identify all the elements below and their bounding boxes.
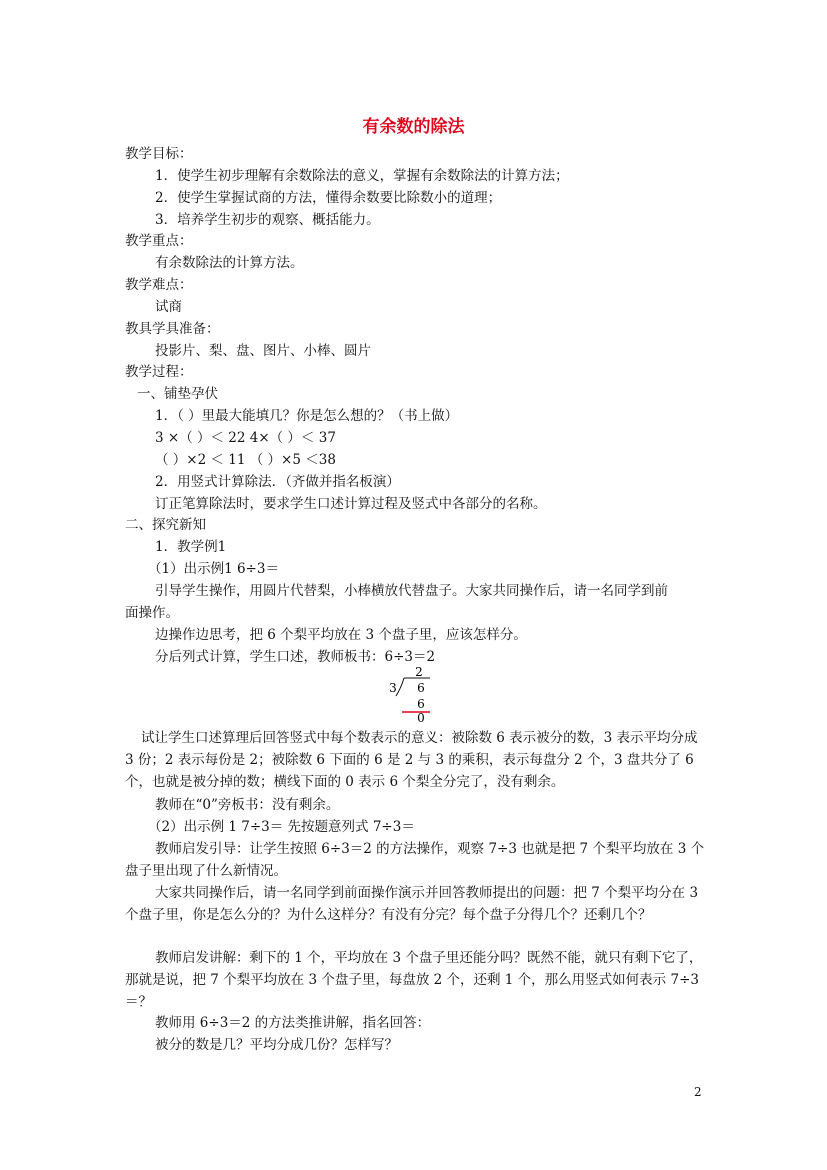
text-line: （2）出示例 1 7÷3＝ 先按题意列式 7÷3＝	[148, 819, 415, 835]
text-line: 边操作边思考，把 6 个梨平均放在 3 个盘子里，应该怎样分。	[155, 627, 527, 643]
text-line: 投影片、梨、盘、图片、小棒、圆片	[155, 343, 371, 359]
dividend: 6	[417, 681, 425, 695]
page-number: 2	[694, 1085, 702, 1099]
text-line: 引导学生操作，用圆片代替梨，小棒横放代替盘子。大家共同操作后，请一名同学到前	[155, 583, 668, 599]
paragraph: 教师启发讲解：剩下的 1 个，平均放在 3 个盘子里还能分吗？既然不能，就只有剩下它了，那就是说，把 7 个梨平均放在 3 个盘子里，每盘放 2 个，还剩 1 个，那么用竖式如何表示 7÷3＝？	[125, 950, 703, 1010]
text-line: 教具学具准备：	[125, 321, 220, 337]
quotient: 2	[415, 665, 423, 679]
text-line: 教学难点：	[125, 277, 193, 293]
text-line: 教学过程：	[125, 364, 193, 380]
text-line: 3．培养学生初步的观察、概括能力。	[155, 212, 380, 228]
text-line: 被分的数是几？平均分成几份？怎样写？	[155, 1037, 398, 1053]
text-line: 分后列式计算，学生口述，教师板书：6÷3＝2	[155, 649, 436, 665]
text-line: 一、铺垫孕伏	[137, 386, 218, 402]
text-line: 3 ×（ ）＜ 22 4×（ ）＜ 37	[155, 430, 336, 446]
text-line: 试商	[155, 299, 182, 315]
text-line: 1．（ ）里最大能填几？你是怎么想的？（书上做）	[155, 408, 459, 424]
text-line: 面操作。	[125, 605, 179, 621]
long-division-figure	[384, 664, 444, 726]
text-line: 教师在“0”旁板书：没有剩余。	[155, 797, 340, 813]
text-line: 1．使学生初步理解有余数除法的意义，掌握有余数除法的计算方法；	[155, 168, 569, 184]
text-line: 教学重点：	[125, 233, 193, 249]
text-line: （ ）×2 ＜ 11 （ ）×5 ＜38	[155, 452, 336, 468]
text-line: 2．使学生掌握试商的方法，懂得余数要比除数小的道理；	[155, 190, 502, 206]
text-line: 二、探究新知	[125, 517, 206, 533]
paragraph: 试让学生口述算理后回答竖式中每个数表示的意义：被除数 6 表示被分的数，3 表示平均分成 3 份；2 表示每份是 2；被除数 6 下面的 6 是 2 与 3 的乘积，表示每盘分 2 个，3 盘共分了 6 个，也就是被分掉的数；横线下面的 0 表示 6 个梨全分完了，没有剩余。	[125, 730, 698, 790]
paragraph: 大家共同操作后，请一名同学到前面操作演示并回答教师提出的问题：把 7 个梨平均分在 3 个盘子里，你是怎么分的？为什么这样分？有没有分完？每个盘子分得几个？还剩几个？	[125, 885, 699, 923]
product: 6	[417, 697, 425, 711]
remainder: 0	[417, 711, 425, 725]
text-line: 1．教学例1	[155, 539, 227, 555]
text-line: 教学目标：	[125, 146, 193, 162]
document-title: 有余数的除法	[362, 117, 465, 137]
text-line: 教师用 6÷3＝2 的方法类推讲解，指名回答：	[155, 1015, 431, 1031]
divisor: 3	[389, 681, 397, 695]
text-line: 2．用竖式计算除法．（齐做并指名板演）	[155, 474, 400, 490]
paragraph: 教师启发引导：让学生按照 6÷3＝2 的方法操作，观察 7÷3 也就是把 7 个梨平均放在 3 个盘子里出现了什么新情况。	[125, 841, 705, 879]
text-line: 有余数除法的计算方法。	[155, 255, 304, 271]
text-line: 订正笔算除法时，要求学生口述计算过程及竖式中各部分的名称。	[155, 496, 547, 512]
text-line: （1）出示例1 6÷3＝	[148, 561, 279, 577]
